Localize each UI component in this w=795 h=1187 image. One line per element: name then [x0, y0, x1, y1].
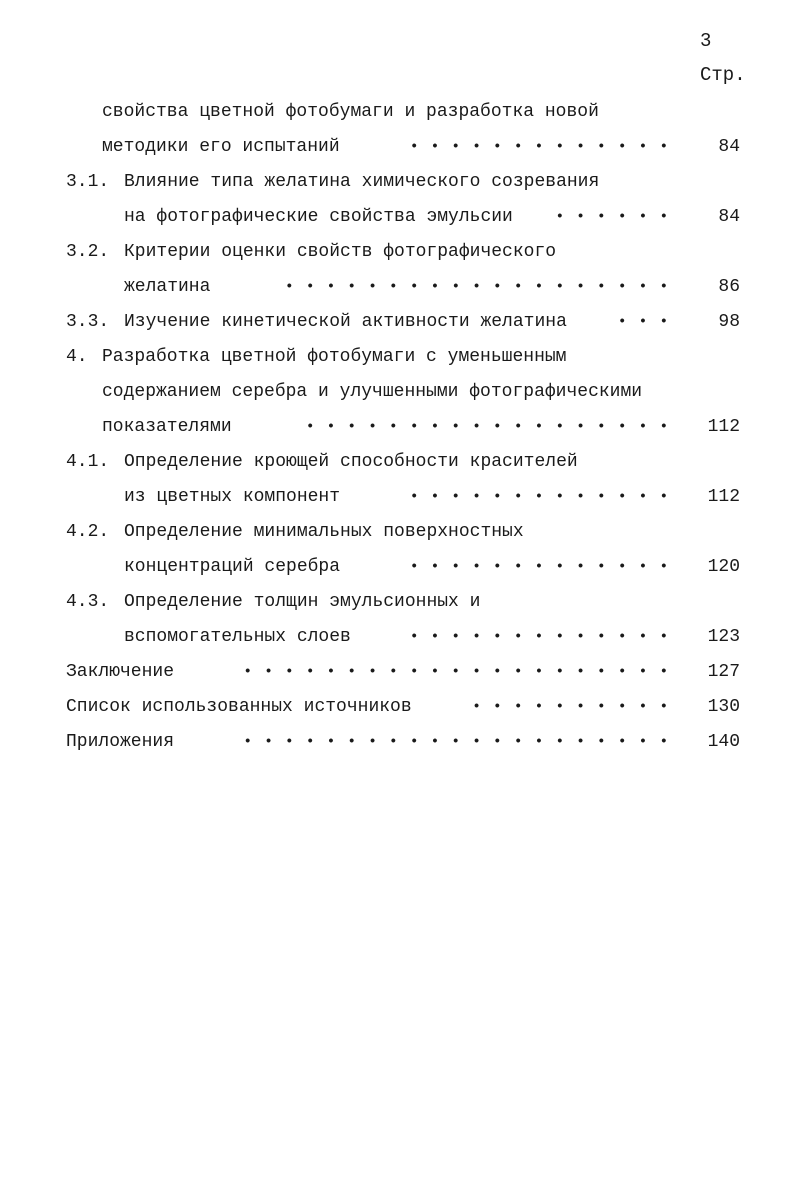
toc-section-number: 3.1.: [66, 172, 110, 192]
toc-title-text: свойства цветной фотобумаги и разработка новой: [102, 102, 599, 122]
toc-section-number: 4.: [66, 347, 88, 367]
toc-line: [0, 655, 795, 690]
toc-leader-dots: • • •: [617, 314, 670, 330]
toc-leader-dots: • • • • • • • • • • • • •: [409, 139, 670, 155]
toc-page-number: 120: [707, 557, 740, 577]
toc-line: [0, 550, 795, 585]
toc-title-text: Определение минимальных поверхностных: [124, 522, 524, 542]
toc-title-text: на фотографические свойства эмульсии: [124, 207, 513, 227]
toc-entry: [0, 95, 795, 165]
toc-entry: [0, 690, 795, 725]
toc-entry: [0, 655, 795, 690]
toc-line: [0, 620, 795, 655]
toc-section-number: 3.3.: [66, 312, 110, 332]
toc-section-number: 4.2.: [66, 522, 110, 542]
page-column-header: Стр.: [700, 64, 746, 86]
table-of-contents: [0, 95, 795, 760]
toc-title-text: Приложения: [66, 732, 175, 752]
toc-entry: [0, 445, 795, 515]
toc-page-number: 112: [707, 417, 740, 437]
toc-entry: [0, 585, 795, 655]
toc-line: [0, 375, 795, 410]
toc-title-text: показателями: [102, 417, 232, 437]
toc-page-number: 123: [707, 627, 740, 647]
toc-page-number: 86: [718, 277, 740, 297]
toc-page-number: 98: [718, 312, 740, 332]
toc-line: [0, 690, 795, 725]
toc-title-text: Влияние типа желатина химического созревания: [124, 172, 600, 192]
toc-leader-dots: • • • • • • • • • • • • •: [409, 489, 670, 505]
toc-line: [0, 445, 795, 480]
toc-line: [0, 305, 795, 340]
toc-section-number: 4.1.: [66, 452, 110, 472]
toc-line: [0, 340, 795, 375]
toc-entry: [0, 340, 795, 445]
toc-title-text: вспомогательных слоев: [124, 627, 351, 647]
toc-line: [0, 410, 795, 445]
toc-line: [0, 130, 795, 165]
toc-entry: [0, 165, 795, 235]
toc-title-text: концентраций серебра: [124, 557, 341, 577]
toc-page-number: 140: [707, 732, 740, 752]
toc-leader-dots: • • • • • • • • • • • • •: [409, 629, 670, 645]
toc-page-number: 84: [718, 207, 740, 227]
toc-title-text: Список использованных источников: [66, 697, 412, 717]
toc-leader-dots: • • • • • • • • • • • • • • • • • • • • •: [243, 664, 670, 680]
toc-line: [0, 200, 795, 235]
toc-page-number: 127: [707, 662, 740, 682]
toc-title-text: желатина: [124, 277, 211, 297]
toc-title-text: содержанием серебра и улучшенными фотографическими: [102, 382, 643, 402]
toc-line: [0, 515, 795, 550]
toc-section-number: 3.2.: [66, 242, 110, 262]
toc-leader-dots: • • • • • • • • • • • • • • • • • • • • •: [243, 734, 670, 750]
toc-line: [0, 725, 795, 760]
toc-title-text: методики его испытаний: [102, 137, 340, 157]
toc-line: [0, 270, 795, 305]
toc-title-text: Изучение кинетической активности желатина: [124, 312, 567, 332]
toc-title-text: из цветных компонент: [124, 487, 341, 507]
toc-title-text: Определение кроющей способности красителей: [124, 452, 578, 472]
toc-section-number: 4.3.: [66, 592, 110, 612]
toc-leader-dots: • • • • • •: [555, 209, 670, 225]
toc-leader-dots: • • • • • • • • • • • • • • • • • •: [305, 419, 670, 435]
toc-leader-dots: • • • • • • • • • •: [472, 699, 670, 715]
toc-line: [0, 480, 795, 515]
toc-title-text: Разработка цветной фотобумаги с уменьшенным: [102, 347, 567, 367]
page-number: 3: [700, 30, 712, 52]
toc-entry: [0, 515, 795, 585]
toc-leader-dots: • • • • • • • • • • • • •: [409, 559, 670, 575]
toc-line: [0, 165, 795, 200]
toc-title-text: Заключение: [66, 662, 175, 682]
toc-line: [0, 585, 795, 620]
toc-line: [0, 95, 795, 130]
toc-entry: [0, 305, 795, 340]
toc-leader-dots: • • • • • • • • • • • • • • • • • • •: [285, 279, 670, 295]
toc-entry: [0, 725, 795, 760]
toc-entry: [0, 235, 795, 305]
toc-page-number: 84: [718, 137, 740, 157]
toc-line: [0, 235, 795, 270]
toc-page-number: 130: [707, 697, 740, 717]
toc-title-text: Определение толщин эмульсионных и: [124, 592, 481, 612]
toc-page-number: 112: [707, 487, 740, 507]
toc-title-text: Критерии оценки свойств фотографического: [124, 242, 557, 262]
